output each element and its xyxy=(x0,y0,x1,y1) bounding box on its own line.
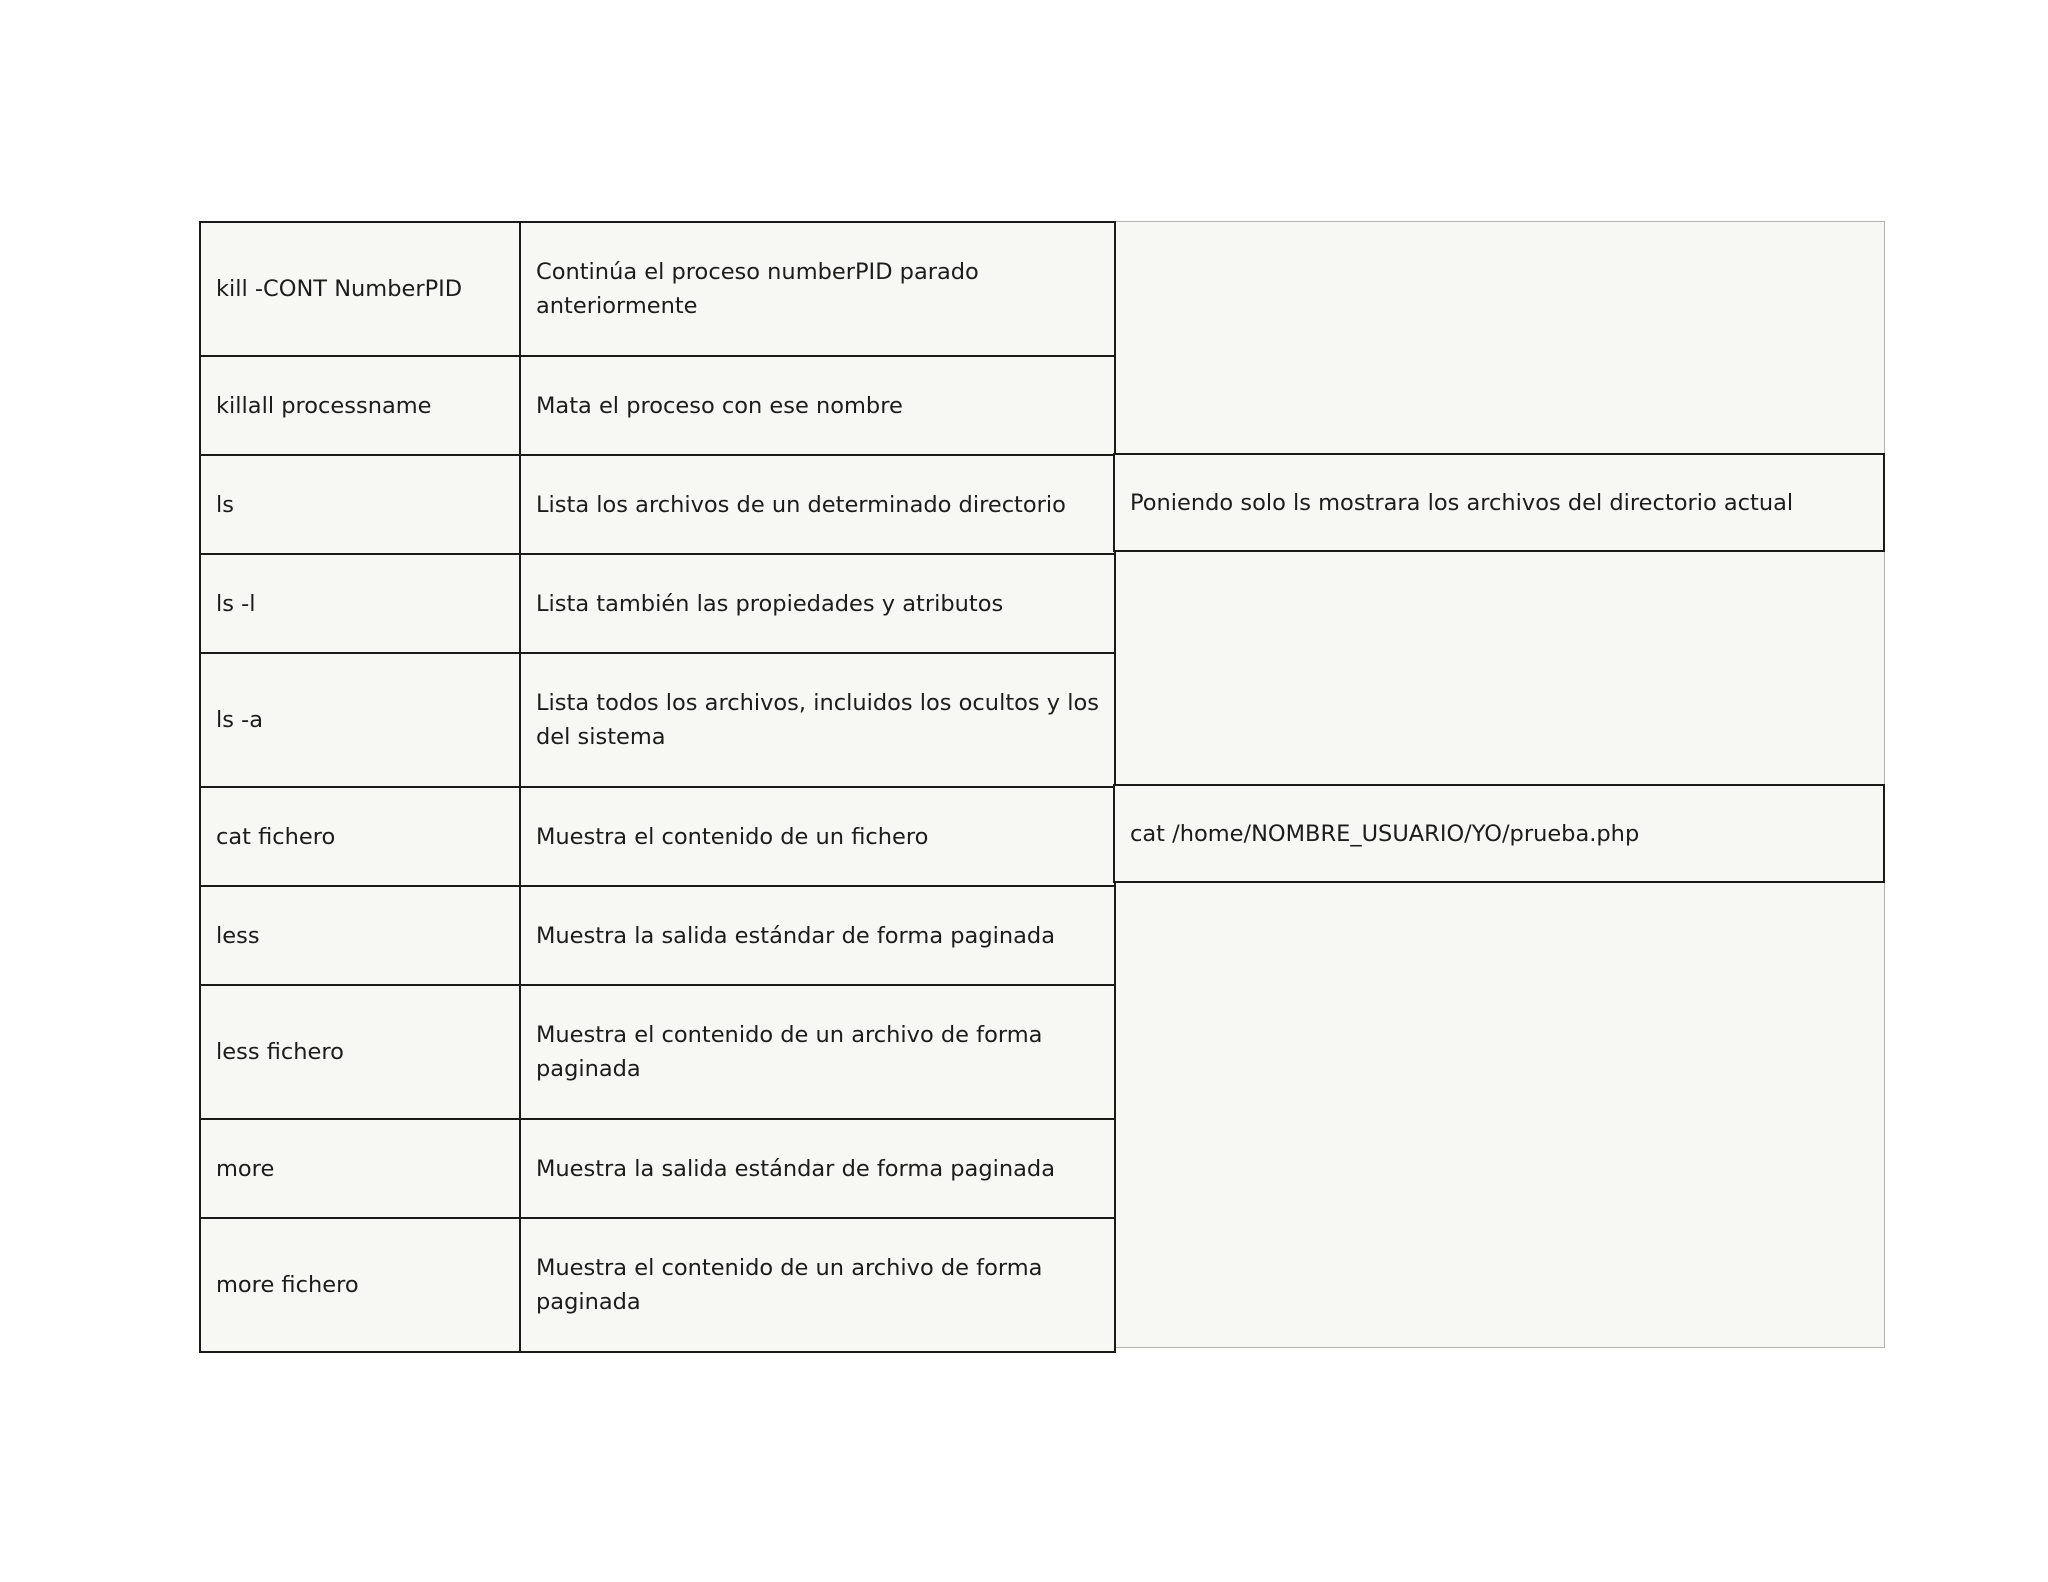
description-cell: Muestra el contenido de un archivo de forma paginada xyxy=(520,985,1115,1119)
table-row xyxy=(200,1119,1115,1218)
table-row xyxy=(200,787,1115,886)
table-row xyxy=(200,356,1115,455)
description-cell: Lista también las propiedades y atributos xyxy=(520,554,1115,653)
table-row xyxy=(200,222,1115,356)
commands-table xyxy=(199,221,1116,1353)
description-cell: Muestra el contenido de un archivo de forma paginada xyxy=(520,1218,1115,1352)
command-cell: more fichero xyxy=(200,1218,520,1352)
table-row xyxy=(200,1218,1115,1352)
command-cell: more xyxy=(200,1119,520,1218)
table-row xyxy=(200,455,1115,554)
command-cell: kill -CONT NumberPID xyxy=(200,222,520,356)
command-cell: less fichero xyxy=(200,985,520,1119)
command-cell: less xyxy=(200,886,520,985)
description-cell: Muestra el contenido de un fichero xyxy=(520,787,1115,886)
command-cell: killall processname xyxy=(200,356,520,455)
description-cell: Continúa el proceso numberPID parado anteriormente xyxy=(520,222,1115,356)
table-row xyxy=(200,554,1115,653)
note-cell-cat xyxy=(1113,784,1885,883)
table-row xyxy=(200,653,1115,787)
command-cell: ls -a xyxy=(200,653,520,787)
table-row xyxy=(200,886,1115,985)
description-cell: Lista todos los archivos, incluidos los ocultos y los del sistema xyxy=(520,653,1115,787)
note-text: Poniendo solo ls mostrara los archivos del directorio actual xyxy=(1130,489,1794,516)
description-cell: Muestra la salida estándar de forma paginada xyxy=(520,886,1115,985)
command-cell: cat fichero xyxy=(200,787,520,886)
command-cell: ls xyxy=(200,455,520,554)
table-row xyxy=(200,985,1115,1119)
note-text: cat /home/NOMBRE_USUARIO/YO/prueba.php xyxy=(1130,820,1640,847)
note-cell-ls xyxy=(1113,453,1885,552)
command-cell: ls -l xyxy=(200,554,520,653)
description-cell: Muestra la salida estándar de forma paginada xyxy=(520,1119,1115,1218)
description-cell: Lista los archivos de un determinado directorio xyxy=(520,455,1115,554)
description-cell: Mata el proceso con ese nombre xyxy=(520,356,1115,455)
